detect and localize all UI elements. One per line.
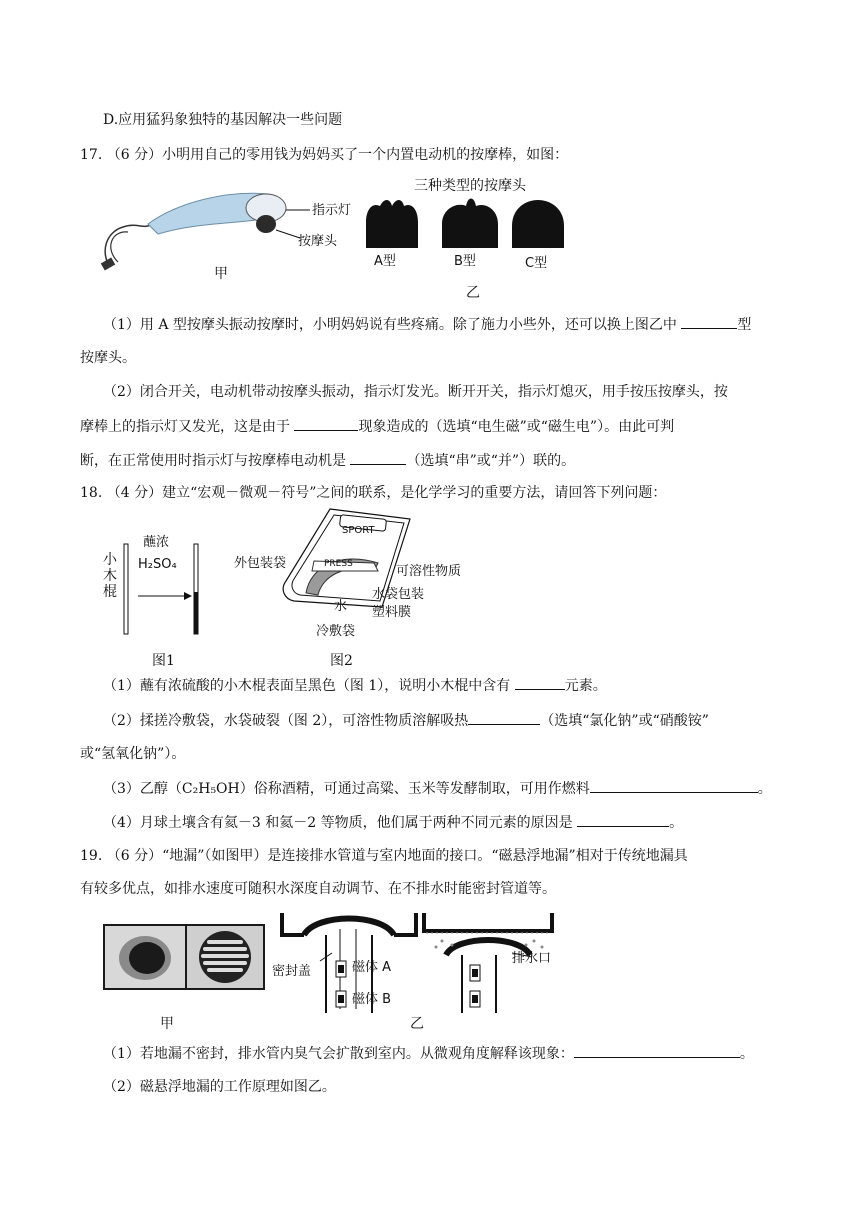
floor-drain-photo xyxy=(103,924,265,990)
dip-label: 蘸浓 xyxy=(143,535,170,550)
answer-blank[interactable] xyxy=(577,812,669,827)
q18-stem: 18. （4 分）建立“宏观－微观－符号”之间的联系，是化学学习的重要方法，请回答下列问题： xyxy=(80,485,667,501)
q18-part4: （4）月球土壤含有氦－3 和氦－2 等物质，他们属于两种不同元素的原因是 。 xyxy=(103,812,683,833)
magnet-b-label: 磁体 B xyxy=(352,992,392,1007)
head-types-title: 三种类型的按摩头 xyxy=(414,178,526,194)
q17-part2-b: 摩棒上的指示灯又发光，这是由于 现象造成的（选填“电生磁”或“磁生电”）。由此可判 xyxy=(80,416,674,437)
answer-blank[interactable] xyxy=(468,710,540,725)
answer-blank[interactable] xyxy=(294,416,358,431)
option-d: D.应用猛犸象独特的基因解决一些问题 xyxy=(103,112,343,128)
q18-part2-cont: 或“氢氧化钠”）。 xyxy=(80,746,186,762)
q19-caption-jia: 甲 xyxy=(160,1016,174,1032)
water-label: 水 xyxy=(334,599,348,614)
answer-blank[interactable] xyxy=(590,778,758,793)
q18-part1: （1）蘸有浓硫酸的小木棍表面呈黑色（图 1），说明小木棍中含有 元素。 xyxy=(103,675,607,696)
type-c-label: C型 xyxy=(525,256,548,271)
seal-cover-label: 密封盖 xyxy=(272,964,312,979)
film-label-1: 水袋包装 xyxy=(372,587,425,602)
soluble-label: 可溶性物质 xyxy=(396,564,462,579)
head-types-figure xyxy=(360,196,580,250)
film-label-2: 塑料膜 xyxy=(372,605,412,620)
q17-part1-cont: 按摩头。 xyxy=(80,350,136,366)
sport-label: SPORT xyxy=(342,525,375,536)
q18-part2: （2）揉搓冷敷袋，水袋破裂（图 2），可溶性物质溶解吸热 （选填“氯化钠”或“硝酸铵” xyxy=(103,710,709,731)
figure1-caption: 图1 xyxy=(152,653,175,669)
figure-caption-yi: 乙 xyxy=(466,285,480,301)
figure-caption-jia: 甲 xyxy=(214,266,228,282)
outer-bag-label: 外包装袋 xyxy=(234,556,287,571)
q18-part3: （3）乙醇（C₂H₅OH）俗称酒精，可通过高粱、玉米等发酵制取，可用作燃料 。 xyxy=(103,778,772,799)
magnet-a-label: 磁体 A xyxy=(352,960,392,975)
type-b-label: B型 xyxy=(454,254,476,269)
answer-blank[interactable] xyxy=(574,1043,740,1058)
q17-part2-c: 断，在正常使用时指示灯与按摩棒电动机是 （选填“串”或“并”）联的。 xyxy=(80,450,575,471)
figure2-caption: 图2 xyxy=(330,653,353,669)
q19-part1: （1）若地漏不密封，排水管内臭气会扩散到室内。从微观角度解释该现象： 。 xyxy=(103,1043,754,1064)
q19-stem-1: 19. （6 分）“地漏”（如图甲）是连接排水管道与室内地面的接口。“磁悬浮地漏”相对于传统地漏具 xyxy=(80,848,688,864)
acid-label: H₂SO₄ xyxy=(138,557,177,572)
q19-caption-yi: 乙 xyxy=(410,1016,424,1032)
q17-stem: 17. （6 分）小明用自己的零用钱为妈妈买了一个内置电动机的按摩棒，如图： xyxy=(80,147,569,163)
stick-label: 小木棍 xyxy=(103,552,117,600)
outlet-label: 排水口 xyxy=(512,951,552,966)
cold-pack-label: 冷敷袋 xyxy=(316,624,356,639)
q17-part1: （1）用 A 型按摩头振动按摩时，小明妈妈说有些疼痛。除了施力小些外，还可以换上图乙中 型 xyxy=(103,314,751,335)
press-label: PRESS xyxy=(324,559,353,569)
type-a-label: A型 xyxy=(374,254,396,269)
q19-stem-2: 有较多优点，如排水速度可随积水深度自动调节、在不排水时能密封管道等。 xyxy=(80,881,556,897)
head-label: 按摩头 xyxy=(298,234,338,249)
answer-blank[interactable] xyxy=(350,450,406,465)
answer-blank[interactable] xyxy=(681,314,737,329)
indicator-label: 指示灯 xyxy=(312,203,352,218)
q17-part2: （2）闭合开关，电动机带动按摩头振动，指示灯发光。断开开关，指示灯熄灭，用手按压按摩头，按 xyxy=(103,384,728,400)
q19-part2: （2）磁悬浮地漏的工作原理如图乙。 xyxy=(103,1079,336,1095)
answer-blank[interactable] xyxy=(515,675,565,690)
